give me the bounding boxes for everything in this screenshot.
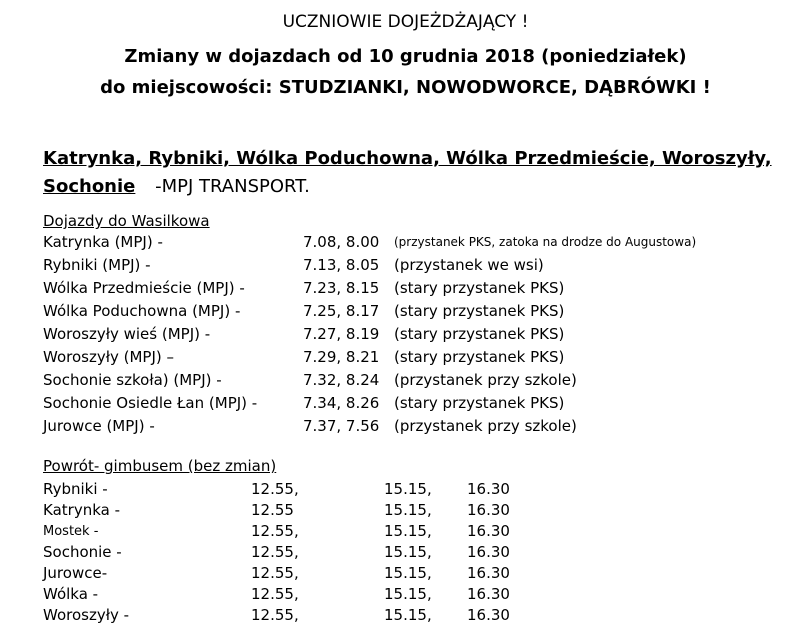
departure-times: 7.29, 8.21 xyxy=(303,348,380,366)
routes-place: Sochonie xyxy=(43,176,136,197)
return-time: 15.15, xyxy=(384,606,432,624)
return-time: 12.55, xyxy=(251,522,299,540)
return-time: 16.30 xyxy=(467,543,510,561)
return-time: 16.30 xyxy=(467,522,510,540)
stop-note: (przystanek przy szkole) xyxy=(394,417,577,435)
stop-name: Wólka Poduchowna (MPJ) - xyxy=(43,302,241,320)
return-time: 15.15, xyxy=(384,564,432,582)
departure-times: 7.27, 8.19 xyxy=(303,325,380,343)
departure-times: 7.13, 8.05 xyxy=(303,256,380,274)
stop-name: Jurowce (MPJ) - xyxy=(43,417,155,435)
stop-name: Wólka - xyxy=(43,585,99,603)
return-time: 16.30 xyxy=(467,480,510,498)
return-time: 15.15, xyxy=(384,522,432,540)
stop-name: Katrynka - xyxy=(43,501,120,519)
stop-name: Jurowce- xyxy=(43,564,108,582)
return-time: 16.30 xyxy=(467,606,510,624)
return-time: 16.30 xyxy=(467,501,510,519)
return-time: 16.30 xyxy=(467,585,510,603)
stop-note: (stary przystanek PKS) xyxy=(394,348,565,366)
returns-heading: Powrót- gimbusem (bez zmian) xyxy=(43,457,277,475)
departure-times: 7.25, 8.17 xyxy=(303,302,380,320)
return-time: 16.30 xyxy=(467,564,510,582)
return-time: 15.15, xyxy=(384,585,432,603)
notice-title: UCZNIOWIE DOJEŻDŻAJĄCY ! xyxy=(282,12,529,32)
routes-line: Katrynka, Rybniki, Wólka Poduchowna, Wólka Przedmieście, Woroszyły, xyxy=(43,148,772,169)
departure-times: 7.34, 8.26 xyxy=(303,394,380,412)
stop-name: Woroszyły - xyxy=(43,606,130,624)
stop-name: Mostek - xyxy=(43,524,99,539)
departure-times: 7.08, 8.00 xyxy=(303,233,380,251)
stop-name: Wólka Przedmieście (MPJ) - xyxy=(43,279,245,297)
stop-name: Rybniki (MPJ) - xyxy=(43,256,151,274)
stop-name: Katrynka (MPJ) - xyxy=(43,233,163,251)
departure-times: 7.37, 7.56 xyxy=(303,417,380,435)
routes-carrier: -MPJ TRANSPORT. xyxy=(155,176,310,197)
return-time: 12.55, xyxy=(251,480,299,498)
stop-name: Sochonie Osiedle Łan (MPJ) - xyxy=(43,394,258,412)
stop-note: (przystanek PKS, zatoka na drodze do Augustowa) xyxy=(394,235,697,249)
stop-note: (stary przystanek PKS) xyxy=(394,302,565,320)
return-time: 15.15, xyxy=(384,501,432,519)
destinations-heading: do miejscowości: STUDZIANKI, NOWODWORCE, DĄBRÓWKI ! xyxy=(100,77,711,98)
return-time: 12.55, xyxy=(251,564,299,582)
stop-note: (stary przystanek PKS) xyxy=(394,279,565,297)
stop-note: (stary przystanek PKS) xyxy=(394,394,565,412)
stop-name: Sochonie szkoła) (MPJ) - xyxy=(43,371,222,389)
stop-note: (stary przystanek PKS) xyxy=(394,325,565,343)
return-time: 15.15, xyxy=(384,480,432,498)
departure-times: 7.32, 8.24 xyxy=(303,371,380,389)
return-time: 15.15, xyxy=(384,543,432,561)
stop-note: (przystanek we wsi) xyxy=(394,256,544,274)
stop-name: Woroszyły (MPJ) – xyxy=(43,348,175,366)
departure-times: 7.23, 8.15 xyxy=(303,279,380,297)
stop-name: Woroszyły wieś (MPJ) - xyxy=(43,325,211,343)
change-date-heading: Zmiany w dojazdach od 10 grudnia 2018 (poniedziałek) xyxy=(124,46,687,67)
stop-note: (przystanek przy szkole) xyxy=(394,371,577,389)
stop-name: Rybniki - xyxy=(43,480,108,498)
return-time: 12.55, xyxy=(251,585,299,603)
return-time: 12.55, xyxy=(251,543,299,561)
stop-name: Sochonie - xyxy=(43,543,122,561)
return-time: 12.55, xyxy=(251,606,299,624)
arrivals-heading: Dojazdy do Wasilkowa xyxy=(43,212,210,230)
return-time: 12.55 xyxy=(251,501,294,519)
routes-line-2 xyxy=(43,176,310,197)
